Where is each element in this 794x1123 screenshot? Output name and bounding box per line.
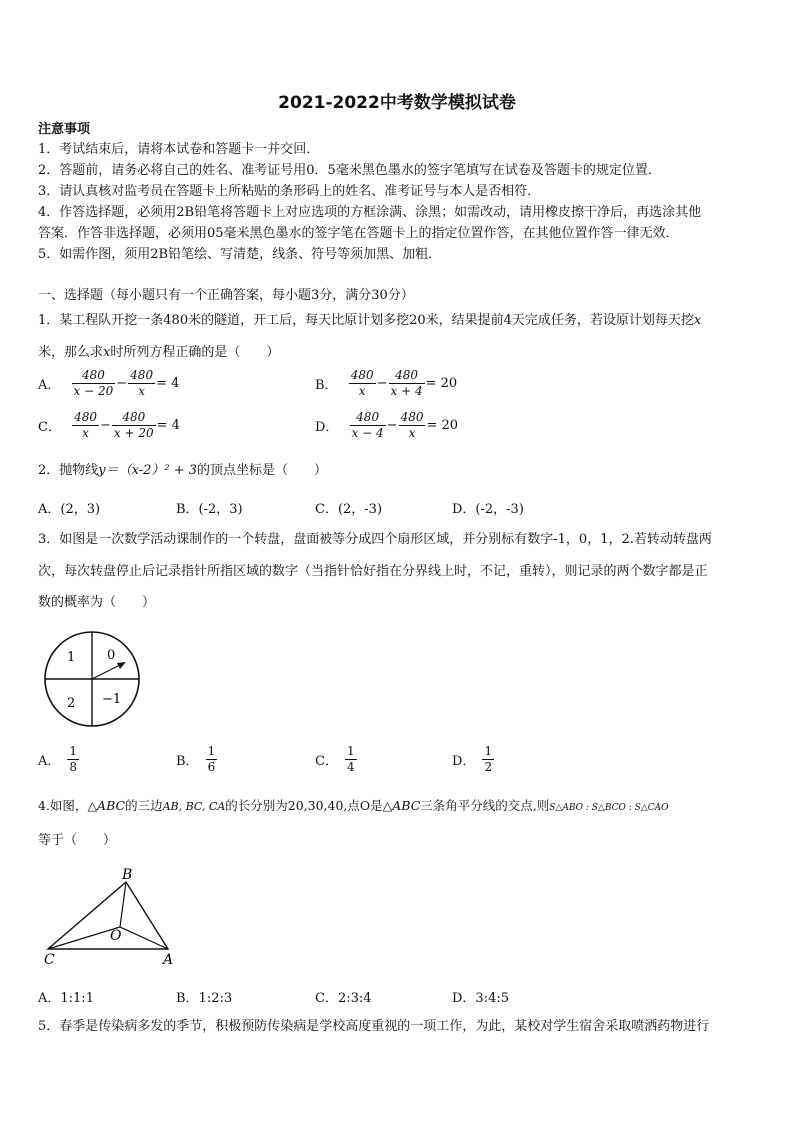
q2-suffix: 的顶点坐标是（ ） — [197, 463, 328, 478]
denominator: x − 4 — [351, 426, 384, 440]
numerator: 1 — [484, 744, 493, 758]
spinner-pointer — [92, 664, 122, 679]
vertex-label-c: C — [44, 952, 55, 967]
q2-expression: y＝（x-2）² + 3 — [98, 463, 198, 478]
fraction — [72, 410, 99, 441]
q4-option-d[interactable]: D．3:4:5 — [452, 991, 509, 1006]
denominator: x — [358, 384, 366, 398]
q4-sides: AB, BC, CA — [162, 800, 226, 813]
triangle-abc — [48, 882, 168, 949]
numerator: 480 — [389, 368, 425, 384]
fraction — [72, 368, 116, 399]
question-3-text-2: 次，每次转盘停止后记录指针所指区域的数字（当指针恰好指在分界线上时，不记，重转），则记录的两个数字都是正 — [38, 564, 708, 579]
q4-option-c[interactable]: C．2:3:4 — [315, 991, 372, 1006]
denominator: x + 20 — [113, 426, 154, 440]
q1-option-d[interactable]: D． $\frac{480}{x - 4}$ − $\frac{480}{x}$ = 20 — [315, 410, 459, 440]
notice-heading: 注意事项 — [38, 122, 91, 137]
sector-label: −1 — [102, 692, 122, 707]
q3-option-a[interactable] — [38, 744, 80, 775]
spinner-figure — [40, 630, 150, 734]
option-label: A． — [38, 754, 61, 769]
equation-rhs: = 4 — [156, 418, 180, 433]
question-1-text-2 — [38, 344, 279, 362]
fraction — [67, 744, 79, 775]
vertex-label-b: B — [122, 867, 133, 883]
denominator: 8 — [69, 760, 78, 774]
denominator: x — [408, 426, 416, 440]
q4-option-b[interactable]: B．1:2:3 — [176, 991, 233, 1006]
section-heading: 一、选择题（每小题只有一个正确答案，每小题3分，满分30分） — [38, 288, 414, 303]
equation-rhs: = 20 — [425, 376, 458, 391]
vertex-label-a: A — [163, 952, 174, 967]
page-title: 2021-2022中考数学模拟试卷 — [278, 93, 516, 113]
q1-line2-b: 时所列方程正确的是（ ） — [110, 345, 280, 360]
point-label-o: O — [110, 928, 122, 944]
option-label: C． — [315, 754, 338, 769]
numerator: 1 — [207, 744, 216, 758]
numerator: 1 — [69, 744, 78, 758]
equation-rhs: = 20 — [426, 418, 459, 433]
q4-triangle: △ABC — [87, 798, 126, 813]
notice-item: 2．答题前，请务必将自己的姓名、准考证号用0．5毫米黑色墨水的签字笔填写在试卷及答题卡的规定位置． — [38, 163, 661, 178]
denominator: x — [138, 384, 146, 398]
triangle-figure — [40, 862, 190, 971]
numerator: 480 — [72, 368, 116, 384]
numerator: 480 — [400, 410, 424, 424]
denominator: x — [82, 426, 89, 440]
question-2-text — [38, 462, 327, 480]
notice-item: 1．考试结束后，请将本试卷和答题卡一并交回． — [38, 142, 320, 157]
fraction — [206, 744, 218, 775]
fraction — [399, 410, 426, 441]
notice-item: 4．作答选择题，必须用2B铅笔将答题卡上对应选项的方框涂满、涂黑；如需改动，请用橡皮擦干净后，再选涂其他 — [38, 205, 702, 220]
q4-option-a[interactable]: A．1:1:1 — [38, 991, 94, 1006]
numerator: 480 — [74, 410, 97, 424]
q1-var-2: x — [103, 345, 111, 360]
fraction — [345, 744, 357, 775]
q2-prefix: 2．抛物线 — [38, 463, 99, 478]
q4-part: 的三边 — [125, 798, 163, 813]
q4-part: 的长分别为20,30,40,点O是 — [225, 798, 383, 813]
q4-part: 4.如图， — [38, 798, 88, 813]
bisector-bo — [120, 882, 126, 927]
pointer-arrowhead — [117, 662, 126, 669]
equation-rhs: = 4 — [156, 376, 180, 391]
q1-option-b[interactable]: B． $\frac{480}{x}$ − $\frac{480}{x + 4}$ = 20 — [315, 368, 458, 398]
numerator: 1 — [346, 744, 355, 758]
q1-option-c[interactable]: C． $\frac{480}{x}$ − $\frac{480}{x + 20}$ = 4 — [38, 410, 180, 440]
question-3-text-3: 数的概率为（ ） — [38, 595, 156, 610]
option-label: B． — [176, 754, 199, 769]
sector-label: 2 — [67, 696, 76, 711]
q3-option-d[interactable] — [452, 744, 495, 775]
q1-line1: 1．某工程队开挖一条480米的隧道，开工后，每天比原计划多挖20米，结果提前4天完成任务，若设原计划每天挖 — [38, 313, 694, 328]
denominator: 2 — [484, 760, 493, 774]
q2-option-d[interactable]: D．(-2，-3) — [452, 502, 524, 517]
q3-option-b[interactable] — [176, 744, 218, 775]
question-5-text: 5．春季是传染病多发的季节，积极预防传染病是学校高度重视的一项工作，为此，某校对学生宿舍采取喷洒药物进行 — [38, 1019, 710, 1034]
option-label: A． — [38, 378, 61, 393]
numerator: 480 — [350, 410, 386, 426]
q2-option-a[interactable]: A．(2，3) — [38, 502, 101, 517]
fraction — [482, 744, 494, 775]
option-label: B． — [315, 378, 338, 393]
sector-label: 1 — [67, 650, 76, 665]
option-label: D． — [315, 420, 339, 435]
notice-item: 5．如需作图，须用2B铅笔绘、写清楚，线条、符号等须加黑、加粗． — [38, 247, 442, 262]
question-3-text: 3．如图是一次数学活动课制作的一个转盘，盘面被等分成四个扇形区域，并分别标有数字-1，0，1，2.若转动转盘两 — [38, 532, 712, 547]
notice-item: 3．请认真核对监考员在答题卡上所粘贴的条形码上的姓名、准考证号与本人是否相符． — [38, 184, 541, 199]
sector-label: 0 — [107, 648, 116, 663]
q1-option-a[interactable]: A． $\frac{480}{x - 20}$ − $\frac{480}{x}$ = 4 — [38, 368, 180, 398]
q3-option-c[interactable] — [315, 744, 358, 775]
q4-triangle: △ABC — [382, 798, 421, 813]
q2-option-c[interactable]: C．(2，-3) — [315, 502, 383, 517]
q4-part: 三条角平分线的交点,则 — [420, 798, 550, 813]
question-4-text — [38, 797, 669, 817]
notice-item: 答案．作答非选择题，必须用05毫米黑色墨水的签字笔在答题卡上的指定位置作答，在其他位置作答一律无效． — [38, 226, 679, 241]
fraction — [128, 368, 155, 399]
numerator: 480 — [130, 368, 154, 382]
q4-area-ratio: S△ABO : S△BCO : S△CAO — [549, 803, 669, 813]
question-4-text-2: 等于（ ） — [38, 833, 117, 848]
fraction — [389, 368, 425, 399]
denominator: x − 20 — [73, 384, 114, 398]
q1-line2-a: 米，那么求 — [38, 345, 104, 360]
q2-option-b[interactable]: B．(-2，3) — [176, 502, 243, 517]
numerator: 480 — [112, 410, 156, 426]
option-label: C． — [38, 420, 61, 435]
fraction — [350, 410, 386, 441]
denominator: x + 4 — [390, 384, 423, 398]
fraction — [349, 368, 376, 399]
question-1-text — [38, 312, 701, 330]
denominator: 6 — [207, 760, 216, 774]
q1-var: x — [693, 313, 702, 328]
option-label: D． — [452, 754, 476, 769]
numerator: 480 — [350, 368, 374, 382]
fraction — [112, 410, 156, 441]
denominator: 4 — [346, 760, 355, 774]
